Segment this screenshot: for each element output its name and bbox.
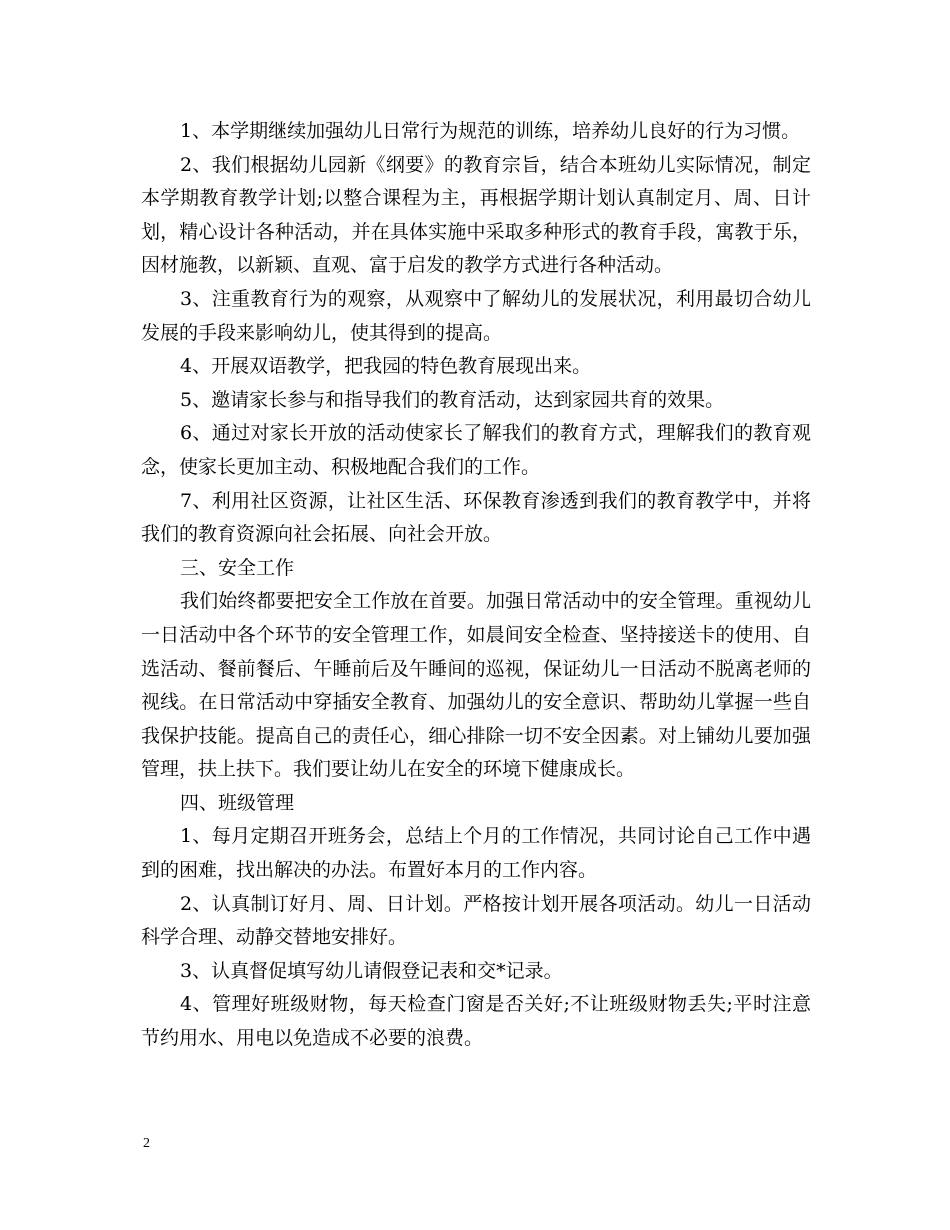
management-item-2: 2、认真制订好月、周、日计划。严格按计划开展各项活动。幼儿一日活动科学合理、动静交替地安排好。 (141, 892, 811, 949)
paragraph-item-4: 4、开展双语教学，把我园的特色教育展现出来。 (180, 355, 592, 378)
management-item-1: 1、每月定期召开班务会，总结上个月的工作情况，共同讨论自己工作中遇到的困难，找出解决的办法。布置好本月的工作内容。 (141, 825, 811, 882)
management-item-4: 4、管理好班级财物，每天检查门窗是否关好;不让班级财物丢失;平时注意节约用水、用电以免造成不必要的浪费。 (141, 993, 811, 1050)
management-item-3: 3、认真督促填写幼儿请假登记表和交*记录。 (180, 959, 563, 982)
paragraph-item-5: 5、邀请家长参与和指导我们的教育活动，达到家园共育的效果。 (180, 388, 725, 411)
section-heading-class-management: 四、班级管理 (180, 791, 295, 814)
safety-paragraph: 我们始终都要把安全工作放在首要。加强日常活动中的安全管理。重视幼儿一日活动中各个环节的安全管理工作，如晨间安全检查、坚持接送卡的使用、自选活动、餐前餐后、午睡前后及午睡间的巡视，保证幼儿一日活动不脱离老师的视线。在日常活动中穿插安全教育、加强幼儿的安全意识、帮助幼儿掌握一些自我保护技能。提高自己的责任心，细心排除一切不安全因素。对上铺幼儿要加强管理，扶上扶下。我们要让幼儿在安全的环境下健康成长。 (141, 590, 811, 781)
page-number: 2 (143, 1136, 150, 1151)
section-heading-safety: 三、安全工作 (180, 556, 295, 579)
document-body (141, 115, 811, 1056)
paragraph-item-3: 3、注重教育行为的观察，从观察中了解幼儿的发展状况，利用最切合幼儿发展的手段来影响幼儿，使其得到的提高。 (141, 287, 811, 344)
paragraph-item-2: 2、我们根据幼儿园新《纲要》的教育宗旨，结合本班幼儿实际情况，制定本学期教育教学计划;以整合课程为主，再根据学期计划认真制定月、周、日计划，精心设计各种活动，并在具体实施中采取多种形式的教育手段，寓教于乐，因材施教，以新颖、直观、富于启发的教学方式进行各种活动。 (141, 153, 811, 277)
paragraph-item-6: 6、通过对家长开放的活动使家长了解我们的教育方式，理解我们的教育观念，使家长更加主动、积极地配合我们的工作。 (141, 422, 811, 478)
paragraph-item-7: 7、利用社区资源，让社区生活、环保教育渗透到我们的教育教学中，并将我们的教育资源向社会拓展、向社会开放。 (141, 489, 811, 546)
paragraph-item-1: 1、本学期继续加强幼儿日常行为规范的训练，培养幼儿良好的行为习惯。 (180, 120, 801, 142)
